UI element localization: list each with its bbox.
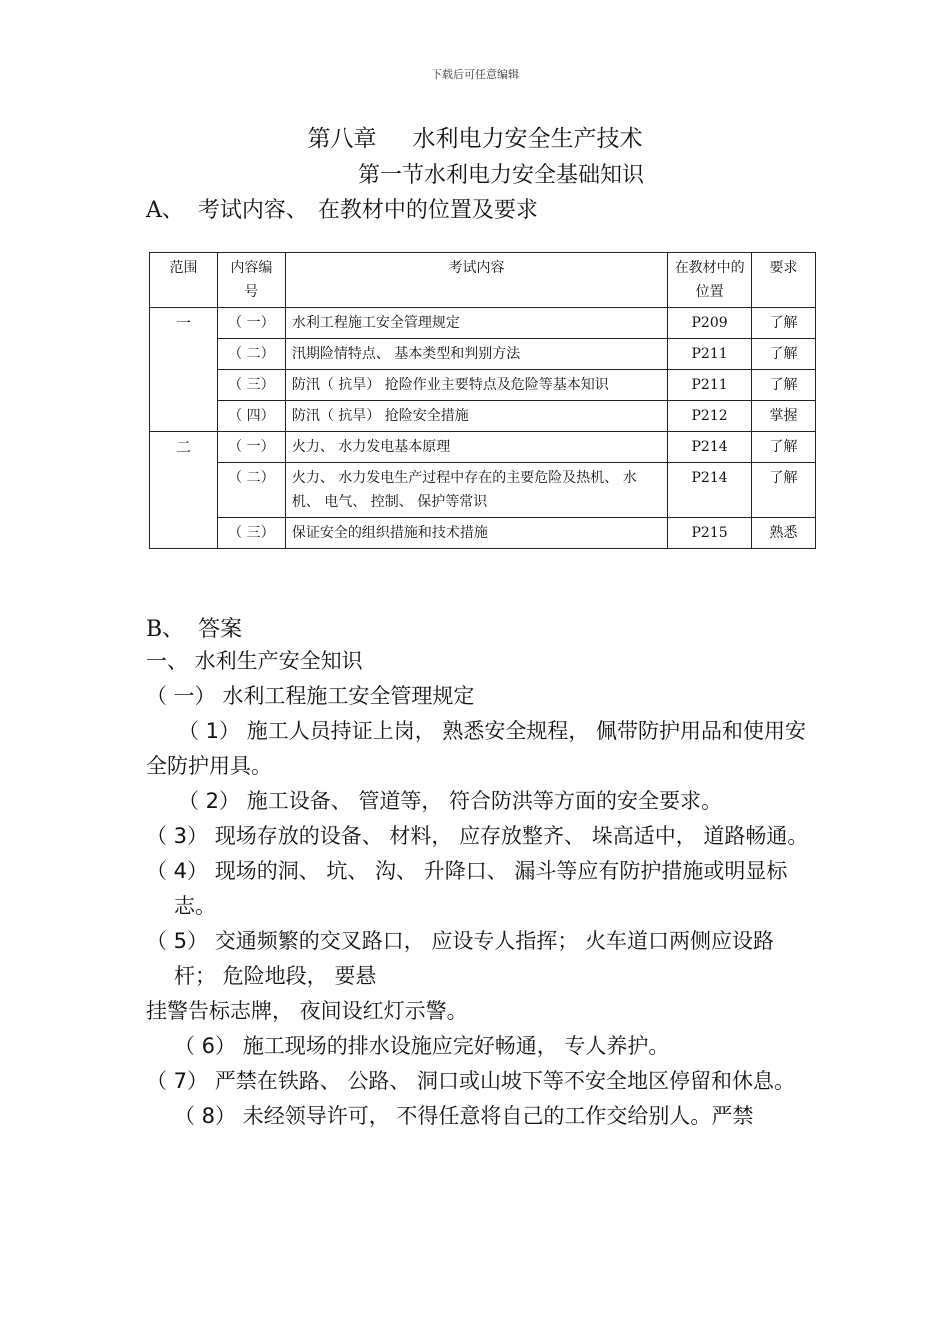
code-cell: （ 一）	[217, 308, 285, 339]
header-content: 考试内容	[285, 253, 667, 308]
content-cell: 防汛（ 抗旱） 抢险安全措施	[285, 401, 667, 432]
header-require: 要求	[752, 253, 816, 308]
header-scope: 范围	[150, 253, 218, 308]
content-cell: 保证安全的组织措施和技术措施	[285, 518, 667, 549]
code-cell: （ 一）	[217, 432, 285, 463]
require-cell: 了解	[752, 463, 816, 518]
position-cell: P209	[668, 308, 752, 339]
part-b-lead: B、	[146, 617, 185, 642]
position-cell: P211	[668, 370, 752, 401]
part-b-heading	[146, 612, 242, 643]
answer-heading-2: （ 一） 水利工程施工安全管理规定	[146, 684, 475, 708]
position-cell: P211	[668, 339, 752, 370]
scope-cell: 一	[150, 308, 218, 432]
part-b-title: 答案	[198, 617, 243, 642]
table-row	[150, 370, 816, 401]
scope-cell: 二	[150, 432, 218, 549]
table-row	[150, 463, 816, 518]
answer-heading-1: 一、 水利生产安全知识	[146, 649, 363, 673]
answer-item: 挂警告标志牌， 夜间设红灯示警。	[146, 999, 468, 1023]
answer-item: （ 7） 严禁在铁路、 公路、 洞口或山坡下等不安全地区停留和休息。	[146, 1069, 796, 1093]
answer-item: （ 8） 未经领导许可， 不得任意将自己的工作交给别人。严禁	[174, 1104, 754, 1128]
requirements-table	[149, 252, 816, 549]
chapter-title	[0, 120, 950, 153]
position-cell: P214	[668, 432, 752, 463]
content-cell: 防汛（ 抗旱） 抢险作业主要特点及危险等基本知识	[285, 370, 667, 401]
content-cell: 水利工程施工安全管理规定	[285, 308, 667, 339]
chapter-name: 水利电力安全生产技术	[412, 126, 643, 152]
header-position: 在教材中的位置	[668, 253, 752, 308]
part-a-text-1: 考试内容、	[197, 198, 308, 223]
code-cell: （ 二）	[217, 463, 285, 518]
content-cell: 汛期险情特点、 基本类型和判别方法	[285, 339, 667, 370]
answer-item: （ 3） 现场存放的设备、 材料， 应存放整齐、 垛高适中， 道路畅通。	[146, 824, 809, 848]
require-cell: 了解	[752, 370, 816, 401]
header-code: 内容编号	[217, 253, 285, 308]
part-a-heading	[146, 193, 538, 224]
position-cell: P214	[668, 463, 752, 518]
require-cell: 熟悉	[752, 518, 816, 549]
table-row	[150, 518, 816, 549]
answer-item: （ 4） 现场的洞、 坑、 沟、 升降口、 漏斗等应有防护措施或明显标志。	[146, 859, 788, 918]
answer-item: （ 6） 施工现场的排水设施应完好畅通， 专人养护。	[174, 1034, 670, 1058]
require-cell: 掌握	[752, 401, 816, 432]
require-cell: 了解	[752, 432, 816, 463]
table-row	[150, 401, 816, 432]
position-cell: P212	[668, 401, 752, 432]
part-a-text-2: 在教材中的位置及要求	[317, 198, 538, 223]
code-cell: （ 三）	[217, 370, 285, 401]
content-cell: 火力、 水力发电生产过程中存在的主要危险及热机、 水机、 电气、 控制、 保护等常识	[285, 463, 667, 518]
table-header-row	[150, 253, 816, 308]
table-row	[150, 339, 816, 370]
answer-body	[146, 644, 810, 1134]
require-cell: 了解	[752, 339, 816, 370]
table-row	[150, 432, 816, 463]
chapter-number: 第八章	[307, 126, 377, 152]
answer-item: （ 1） 施工人员持证上岗， 熟悉安全规程， 佩带防护用品和使用安全防护用具。	[146, 719, 807, 778]
part-a-lead: A、	[146, 198, 184, 223]
answer-item: （ 5） 交通频繁的交叉路口， 应设专人指挥； 火车道口两侧应设路杆； 危险地段， 要悬	[146, 929, 775, 988]
content-cell: 火力、 水力发电基本原理	[285, 432, 667, 463]
table-row	[150, 308, 816, 339]
header-note: 下载后可任意编辑	[431, 68, 519, 81]
position-cell: P215	[668, 518, 752, 549]
code-cell: （ 三）	[217, 518, 285, 549]
answer-item: （ 2） 施工设备、 管道等， 符合防洪等方面的安全要求。	[178, 789, 723, 813]
code-cell: （ 二）	[217, 339, 285, 370]
require-cell: 了解	[752, 308, 816, 339]
code-cell: （ 四）	[217, 401, 285, 432]
section-title: 第一节水利电力安全基础知识	[358, 163, 645, 188]
